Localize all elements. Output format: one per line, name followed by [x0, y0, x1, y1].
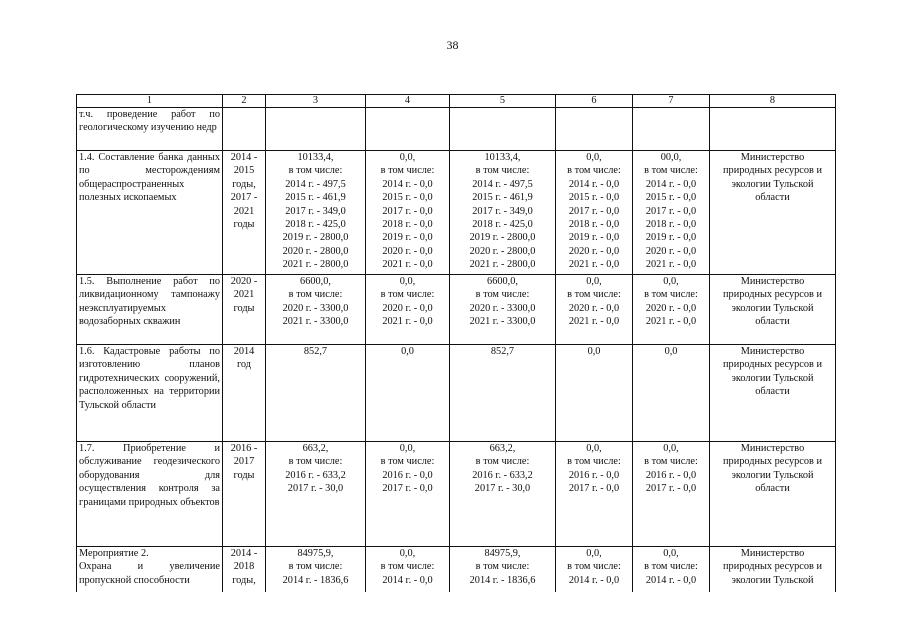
funding-cell: 0,0, в том числе: 2016 г. - 0,0 2017 г. - 0,0: [633, 442, 710, 547]
funding-cell: [450, 108, 556, 151]
funding-cell: 0,0, в том числе: 2020 г. - 0,0 2021 г. - 0,0: [633, 275, 710, 345]
total-funding-cell: 6600,0, в том числе: 2020 г. - 3300,0 2021 г. - 3300,0: [266, 275, 366, 345]
column-header: 4: [366, 95, 450, 108]
total-funding-cell: 84975,9, в том числе: 2014 г. - 1836,6: [266, 547, 366, 592]
executor-cell: Министерство природных ресурсов и экологии Тульской области: [710, 151, 836, 275]
funding-cell: [556, 108, 633, 151]
page-number: 38: [446, 38, 459, 52]
funding-cell: 0,0: [556, 345, 633, 442]
total-funding-cell: 10133,4, в том числе: 2014 г. - 497,5 2015 г. - 461,9 2017 г. - 349,0 2018 г. - 425,0 2019 г. - 2800,0 2020 г. - 2800,0 2021 г. - 2800,0: [266, 151, 366, 275]
activity-name: 1.6. Кадастровые работы по изготовлению планов гидротехнических сооружений, расположенных на территории Тульской области: [77, 345, 223, 442]
funding-cell: 00,0, в том числе: 2014 г. - 0,0 2015 г. - 0,0 2017 г. - 0,0 2018 г. - 0,0 2019 г. - 0,0 2020 г. - 0,0 2021 г. - 0,0: [633, 151, 710, 275]
table-row: [77, 275, 836, 345]
funding-cell: 0,0, в том числе: 2020 г. - 0,0 2021 г. - 0,0: [556, 275, 633, 345]
funding-cell: [633, 108, 710, 151]
period-cell: 2014 - 2018 годы,: [223, 547, 266, 592]
funding-cell: 0,0: [633, 345, 710, 442]
executor-cell: Министерство природных ресурсов и экологии Тульской: [710, 547, 836, 592]
funding-cell: 0,0, в том числе: 2020 г. - 0,0 2021 г. - 0,0: [366, 275, 450, 345]
funding-cell: 0,0, в том числе: 2014 г. - 0,0: [366, 547, 450, 592]
funding-cell: [366, 108, 450, 151]
column-header: 7: [633, 95, 710, 108]
activity-name: 1.5. Выполнение работ по ликвидационному тампонажу неэксплуатируемых водозаборных скважин: [77, 275, 223, 345]
total-funding-cell: [266, 108, 366, 151]
column-header: 1: [77, 95, 223, 108]
executor-cell: Министерство природных ресурсов и экологии Тульской области: [710, 442, 836, 547]
program-table: [76, 94, 836, 592]
period-cell: 2014 год: [223, 345, 266, 442]
executor-cell: Министерство природных ресурсов и экологии Тульской области: [710, 275, 836, 345]
table-row: [77, 442, 836, 547]
table-row: [77, 108, 836, 151]
funding-cell: 0,0, в том числе: 2014 г. - 0,0: [556, 547, 633, 592]
funding-cell: 0,0, в том числе: 2016 г. - 0,0 2017 г. - 0,0: [366, 442, 450, 547]
activity-name: 1.4. Составление банка данных по месторождениям общераспространенных полезных ископаемых: [77, 151, 223, 275]
funding-cell: 0,0, в том числе: 2014 г. - 0,0 2015 г. - 0,0 2017 г. - 0,0 2018 г. - 0,0 2019 г. - 0,0 2020 г. - 0,0 2021 г. - 0,0: [556, 151, 633, 275]
funding-cell: 84975,9, в том числе: 2014 г. - 1836,6: [450, 547, 556, 592]
total-funding-cell: 663,2, в том числе: 2016 г. - 633,2 2017 г. - 30,0: [266, 442, 366, 547]
period-cell: [223, 108, 266, 151]
period-cell: 2020 - 2021 годы: [223, 275, 266, 345]
column-header: 8: [710, 95, 836, 108]
funding-cell: 852,7: [450, 345, 556, 442]
activity-name: Мероприятие 2. Охрана и увеличение пропускной способности: [77, 547, 223, 592]
table-row: [77, 345, 836, 442]
header-row: [77, 95, 836, 108]
executor-cell: [710, 108, 836, 151]
funding-cell: 6600,0, в том числе: 2020 г. - 3300,0 2021 г. - 3300,0: [450, 275, 556, 345]
funding-cell: 0,0, в том числе: 2016 г. - 0,0 2017 г. - 0,0: [556, 442, 633, 547]
funding-cell: 0,0, в том числе: 2014 г. - 0,0: [633, 547, 710, 592]
period-cell: 2014 - 2015 годы, 2017 - 2021 годы: [223, 151, 266, 275]
period-cell: 2016 - 2017 годы: [223, 442, 266, 547]
total-funding-cell: 852,7: [266, 345, 366, 442]
executor-cell: Министерство природных ресурсов и экологии Тульской области: [710, 345, 836, 442]
funding-cell: 10133,4, в том числе: 2014 г. - 497,5 2015 г. - 461,9 2017 г. - 349,0 2018 г. - 425,0 2019 г. - 2800,0 2020 г. - 2800,0 2021 г. - 2800,0: [450, 151, 556, 275]
column-header: 3: [266, 95, 366, 108]
activity-name: т.ч. проведение работ по геологическому изучению недр: [77, 108, 223, 151]
column-header: 2: [223, 95, 266, 108]
column-header: 6: [556, 95, 633, 108]
table-row: [77, 547, 836, 592]
activity-name: 1.7. Приобретение и обслуживание геодезического оборудования для осуществления контроля за границами природных объектов: [77, 442, 223, 547]
funding-cell: 0,0: [366, 345, 450, 442]
funding-cell: 0,0, в том числе: 2014 г. - 0,0 2015 г. - 0,0 2017 г. - 0,0 2018 г. - 0,0 2019 г. - 0,0 2020 г. - 0,0 2021 г. - 0,0: [366, 151, 450, 275]
column-header: 5: [450, 95, 556, 108]
table-row: [77, 151, 836, 275]
funding-cell: 663,2, в том числе: 2016 г. - 633,2 2017 г. - 30,0: [450, 442, 556, 547]
